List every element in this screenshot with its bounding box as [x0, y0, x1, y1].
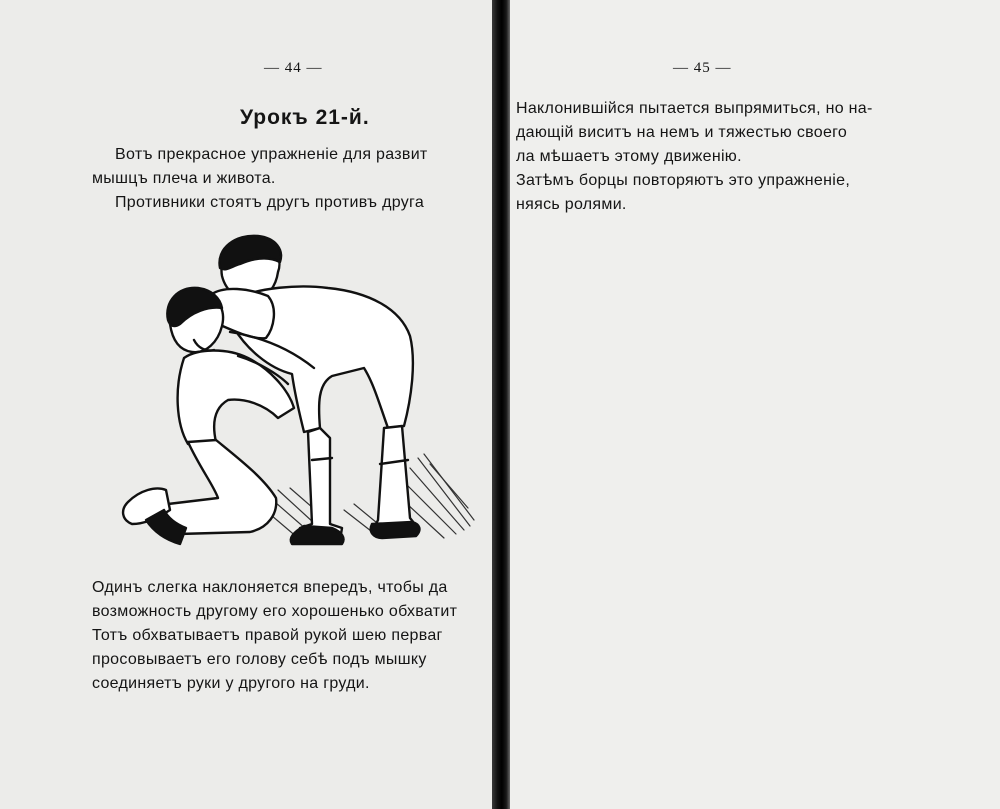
text-line: мышцъ плеча и живота.	[92, 170, 276, 187]
page-number-right: — 45 —	[673, 60, 732, 76]
text-line: дающій виситъ на немъ и тяжестью своего	[516, 124, 848, 141]
text-line: просовываетъ его голову себѣ подъ мышку	[92, 651, 427, 668]
text-line: возможность другому его хорошенько обхватит	[92, 603, 458, 620]
text-line: Наклонившійся пытается выпрямиться, но на-	[516, 100, 873, 117]
book-gutter	[492, 0, 510, 809]
text-line: ла мѣшаетъ этому движенію.	[516, 148, 742, 165]
wrestlers-illustration	[118, 228, 486, 560]
text-line: няясь ролями.	[516, 196, 627, 213]
text-line: Затѣмъ борцы повторяютъ это упражненіе,	[516, 172, 851, 189]
text-line: Противники стоятъ другъ противъ друга	[115, 194, 425, 211]
text-line: соединяетъ руки у другого на груди.	[92, 675, 370, 692]
text-line: Тотъ обхватываетъ правой рукой шею перваг	[92, 627, 443, 644]
left-page	[0, 0, 494, 809]
text-line: Вотъ прекрасное упражненіе для развит	[115, 146, 428, 163]
text-line: Одинъ слегка наклоняется впередъ, чтобы да	[92, 579, 448, 596]
lesson-title: Урокъ 21-й.	[240, 106, 370, 129]
right-page	[510, 0, 1000, 809]
page-number-left: — 44 —	[264, 60, 323, 76]
